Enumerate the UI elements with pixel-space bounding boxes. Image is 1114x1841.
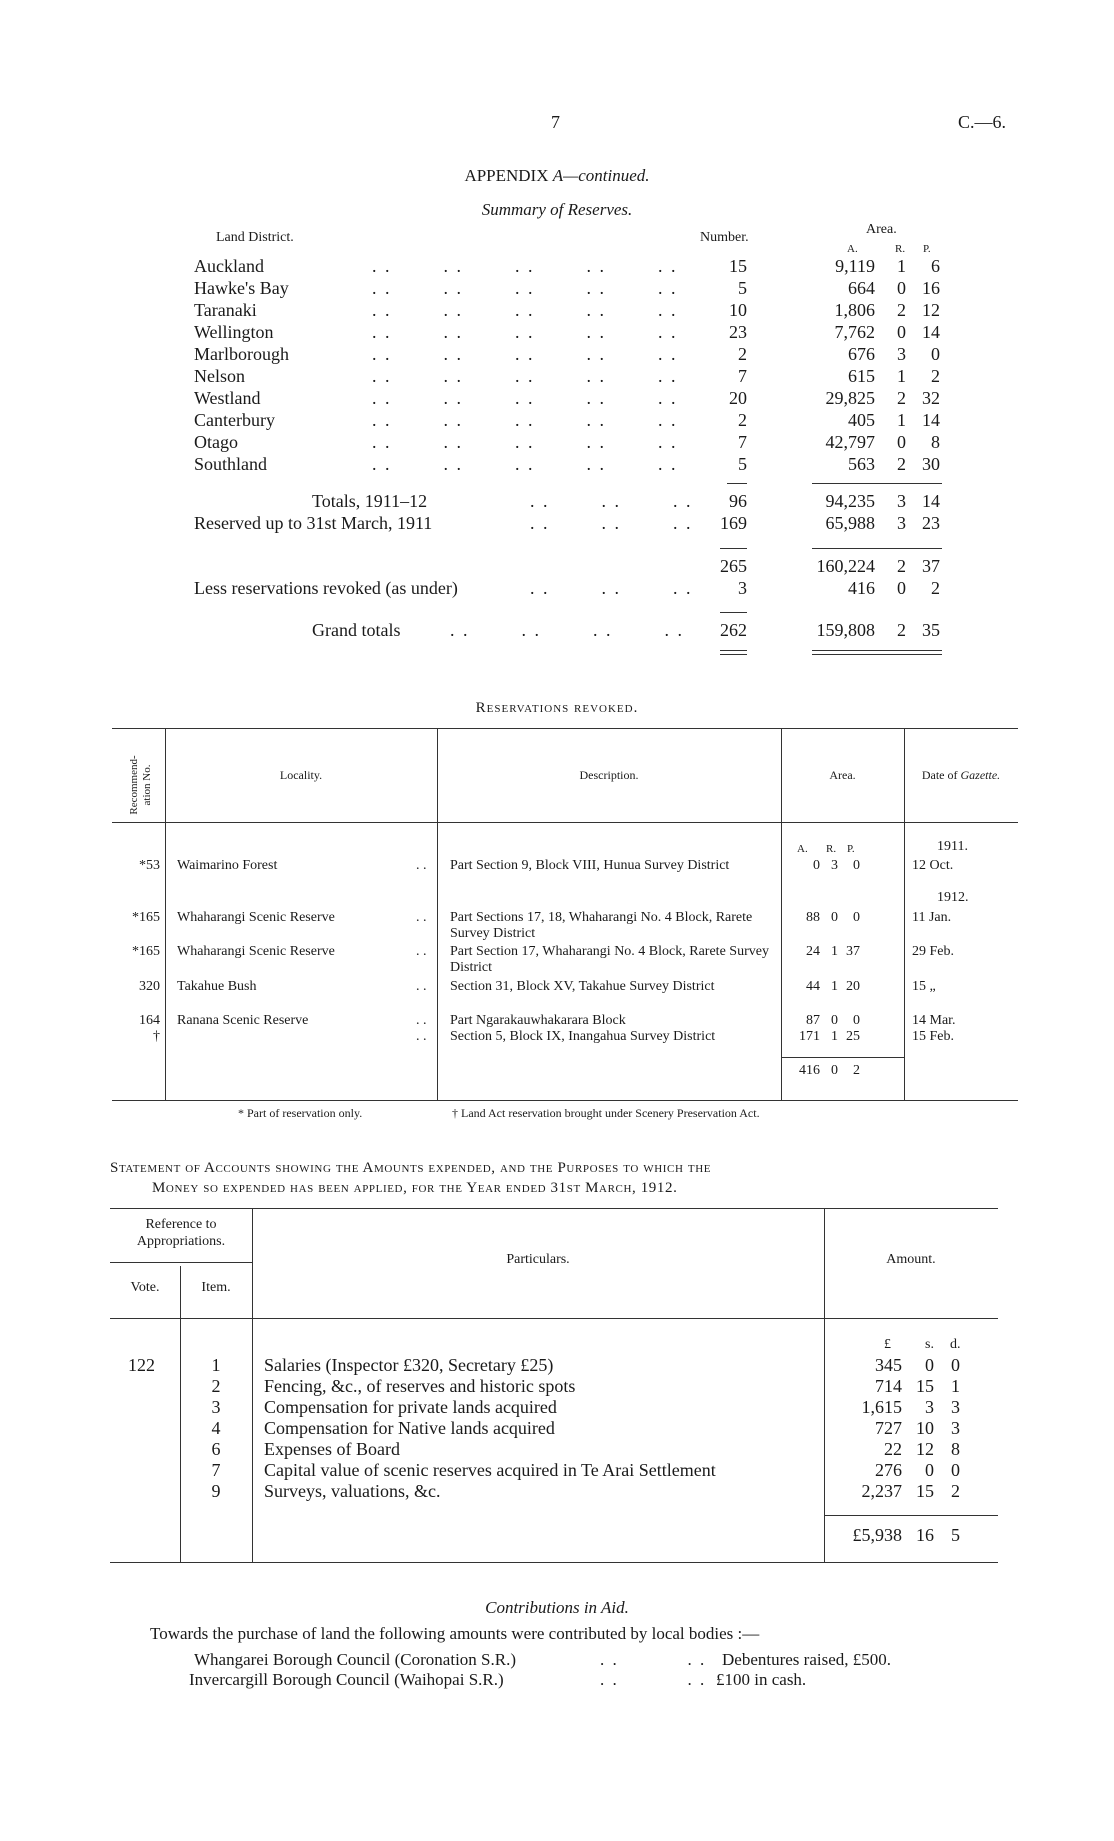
grand-r: 2 <box>897 620 906 640</box>
report-code: C.—6. <box>958 112 1007 132</box>
leader-dots: . . . . . . . . . . <box>372 322 678 342</box>
district-area-p: 2 <box>931 366 940 386</box>
rev-rec-no: † <box>153 1029 160 1044</box>
acc-col-particulars: Particulars. <box>506 1252 570 1267</box>
acc-amount-s: 0 <box>925 1355 934 1375</box>
leader-dots: . . <box>416 910 427 925</box>
district-area-a: 7,762 <box>834 322 875 342</box>
rev-area-r: 3 <box>831 858 838 873</box>
acc-item: 3 <box>211 1397 221 1417</box>
totals-p: 14 <box>922 491 940 511</box>
leader-dots: . . <box>416 858 427 873</box>
rev-locality: Waimarino Forest <box>177 858 278 873</box>
district-area-p: 14 <box>922 410 940 430</box>
rev-col-area: Area. <box>829 768 856 782</box>
rev-locality: Whaharangi Scenic Reserve <box>177 944 335 959</box>
contrib-amount-2: £100 in cash. <box>716 1670 807 1689</box>
acc-item: 2 <box>211 1376 221 1396</box>
reserved-a: 65,988 <box>825 513 875 533</box>
acc-amount-s: 0 <box>925 1460 934 1480</box>
district-name: Nelson <box>194 366 245 386</box>
acc-amount-l: 1,615 <box>861 1397 902 1417</box>
district-area-p: 6 <box>931 256 940 276</box>
district-area-p: 32 <box>922 388 940 408</box>
rev-date: 14 Mar. <box>912 1013 956 1028</box>
acc-col-ref: Reference to Appropriations. <box>136 1217 226 1249</box>
district-name: Auckland <box>194 256 264 276</box>
rev-area-p: 20 <box>846 979 860 994</box>
leader-dots: . . . . . . . . . . <box>372 388 678 408</box>
district-number: 10 <box>729 300 747 320</box>
acc-amount-s: 10 <box>916 1418 934 1438</box>
rev-description: Part Section 17, Whaharangi No. 4 Block, Rarete Survey District <box>450 944 769 975</box>
district-name: Canterbury <box>194 410 275 430</box>
less-r: 0 <box>897 578 906 598</box>
district-area-p: 8 <box>931 432 940 452</box>
leader-dots: . . . . . . . . . . <box>372 256 678 276</box>
leader-dots: . . . . . . . . . . <box>372 300 678 320</box>
rev-col-locality: Locality. <box>279 768 323 782</box>
rev-area-p: 0 <box>853 910 860 925</box>
totals-label: Totals, 1911–12 <box>312 491 428 511</box>
district-name: Marlborough <box>194 344 289 364</box>
acc-vote: 122 <box>128 1355 155 1375</box>
district-number: 20 <box>729 388 747 408</box>
district-area-a: 9,119 <box>835 256 875 276</box>
acc-particulars: Compensation for Native lands acquired <box>264 1418 555 1438</box>
acc-col-vote: Vote. <box>130 1280 160 1295</box>
rev-area-r: 0 <box>831 910 838 925</box>
rev-col-date: Date of Gazette. <box>921 768 1001 782</box>
acc-col-amount: Amount. <box>886 1252 936 1267</box>
district-area-a: 563 <box>848 454 875 474</box>
grand-p: 35 <box>922 620 940 640</box>
acc-amount-l: 22 <box>884 1439 902 1459</box>
district-area-r: 0 <box>897 278 906 298</box>
rev-date: 12 Oct. <box>912 858 954 873</box>
rev-area-p: 0 <box>853 1013 860 1028</box>
totals-number: 96 <box>729 491 747 511</box>
district-area-r: 2 <box>897 388 906 408</box>
subtotal-number: 265 <box>720 556 747 576</box>
less-p: 2 <box>931 578 940 598</box>
leader-dots: . . . . . . . . . . <box>372 410 678 430</box>
acc-particulars: Salaries (Inspector £320, Secretary £25) <box>264 1355 554 1375</box>
district-number: 23 <box>729 322 747 342</box>
acc-amount-l: 714 <box>875 1376 902 1396</box>
rev-area-r: 0 <box>831 1013 838 1028</box>
acc-total-l: £5,938 <box>852 1525 902 1545</box>
reserved-p: 23 <box>922 513 940 533</box>
summary-subtitle: Summary of Reserves. <box>481 200 633 219</box>
grand-number: 262 <box>720 620 747 640</box>
district-area-a: 676 <box>848 344 875 364</box>
rev-rec-no: *165 <box>132 944 160 959</box>
district-name: Otago <box>194 432 238 452</box>
contrib-body-1: Whangarei Borough Council (Coronation S.R.) <box>194 1650 517 1669</box>
rev-total-r: 0 <box>831 1063 838 1078</box>
district-area-p: 16 <box>922 278 940 298</box>
rev-year-1912: 1912. <box>937 890 969 905</box>
totals-r: 3 <box>897 491 906 511</box>
district-number: 7 <box>738 366 747 386</box>
rev-area-a: 0 <box>813 858 820 873</box>
rev-description: Part Section 9, Block VIII, Hunua Survey District <box>450 858 730 873</box>
subtotal-r: 2 <box>897 556 906 576</box>
acc-item: 6 <box>211 1439 221 1459</box>
acc-amount-d: 0 <box>951 1460 960 1480</box>
grand-a: 159,808 <box>816 620 875 640</box>
district-name: Westland <box>194 388 261 408</box>
acc-amount-s: 15 <box>916 1376 934 1396</box>
appendix-title: APPENDIX A—continued. <box>464 166 650 185</box>
district-area-p: 14 <box>922 322 940 342</box>
acc-item: 4 <box>211 1418 221 1438</box>
acc-total-s: 16 <box>916 1525 934 1545</box>
revoked-title: Reservations revoked. <box>475 700 639 716</box>
district-area-a: 1,806 <box>834 300 875 320</box>
less-label: Less reservations revoked (as under) <box>194 578 458 598</box>
district-area-r: 2 <box>897 454 906 474</box>
district-area-r: 2 <box>897 300 906 320</box>
rev-area-r: 1 <box>831 1029 838 1044</box>
district-area-p: 0 <box>931 344 940 364</box>
rev-col-description: Description. <box>579 768 639 782</box>
rev-description: Part Ngarakauwhakarara Block <box>450 1013 626 1028</box>
acc-amount-d: 3 <box>951 1418 960 1438</box>
footnote-star: * Part of reservation only. <box>238 1106 363 1120</box>
rev-area-a: 44 <box>806 979 820 994</box>
district-name: Taranaki <box>194 300 257 320</box>
less-number: 3 <box>738 578 747 598</box>
acc-amount-d: 3 <box>951 1397 960 1417</box>
acc-amount-s: 15 <box>916 1481 934 1501</box>
rev-area-a: 24 <box>806 944 820 959</box>
acc-item: 7 <box>211 1460 221 1480</box>
acc-amount-d: 0 <box>951 1355 960 1375</box>
less-a: 416 <box>848 578 875 598</box>
area-unit-a: A. <box>847 243 858 255</box>
rev-area-a: 87 <box>806 1013 820 1028</box>
acc-item: 1 <box>211 1355 221 1375</box>
col-land-district: Land District. <box>216 230 294 245</box>
district-number: 2 <box>738 410 747 430</box>
acc-col-item: Item. <box>201 1280 231 1295</box>
acc-particulars: Fencing, &c., of reserves and historic spots <box>264 1376 576 1396</box>
acc-item: 9 <box>211 1481 221 1501</box>
acc-particulars: Surveys, valuations, &c. <box>264 1481 441 1501</box>
rev-description: Section 31, Block XV, Takahue Survey District <box>450 979 715 994</box>
rev-area-a: 171 <box>799 1029 820 1044</box>
rev-rec-no: 320 <box>139 979 160 994</box>
district-area-r: 3 <box>897 344 906 364</box>
area-unit-p: P. <box>923 243 931 255</box>
leader-dots: . . . . . . . . . . <box>372 454 678 474</box>
district-area-r: 0 <box>897 432 906 452</box>
acc-amount-l: 276 <box>875 1460 902 1480</box>
rev-area-p: 0 <box>853 858 860 873</box>
leader-dots: . . . . . . . . . . <box>372 344 678 364</box>
leader-dots: . . <box>416 979 427 994</box>
contributions-intro: Towards the purchase of land the following amounts were contributed by local bodies :— <box>150 1624 760 1643</box>
rev-locality: Ranana Scenic Reserve <box>177 1013 309 1028</box>
district-number: 15 <box>729 256 747 276</box>
acc-particulars: Capital value of scenic reserves acquired in Te Arai Settlement <box>264 1460 716 1480</box>
district-area-a: 405 <box>848 410 875 430</box>
district-name: Southland <box>194 454 268 474</box>
rev-rec-no: *165 <box>132 910 160 925</box>
acc-particulars: Compensation for private lands acquired <box>264 1397 557 1417</box>
rev-rec-no: 164 <box>139 1013 160 1028</box>
rev-col-rec: Recommend-ation No. <box>128 755 153 815</box>
rev-date: 15 Feb. <box>912 1029 954 1044</box>
leader-dots: . . <box>416 1013 427 1028</box>
district-area-a: 29,825 <box>825 388 875 408</box>
district-area-r: 1 <box>897 366 906 386</box>
district-area-r: 1 <box>897 410 906 430</box>
district-name: Wellington <box>194 322 274 342</box>
reserved-number: 169 <box>720 513 747 533</box>
rev-area-p: 37 <box>846 944 860 959</box>
rev-description: Section 5, Block IX, Inangahua Survey District <box>450 1029 716 1044</box>
rev-area-a: 88 <box>806 910 820 925</box>
col-area: Area. <box>866 222 897 237</box>
rev-locality: Takahue Bush <box>177 979 257 994</box>
district-area-a: 615 <box>848 366 875 386</box>
rev-locality: Whaharangi Scenic Reserve <box>177 910 335 925</box>
district-area-p: 12 <box>922 300 940 320</box>
contributions-title: Contributions in Aid. <box>485 1598 629 1617</box>
col-number: Number. <box>700 230 749 245</box>
district-number: 2 <box>738 344 747 364</box>
district-area-r: 1 <box>897 256 906 276</box>
leader-dots: . . <box>416 1029 427 1044</box>
acc-amount-d: 1 <box>951 1376 960 1396</box>
contrib-amount-1: Debentures raised, £500. <box>722 1650 892 1669</box>
rev-date: 29 Feb. <box>912 944 954 959</box>
reserved-r: 3 <box>897 513 906 533</box>
area-unit-r: R. <box>895 243 906 255</box>
rev-total-p: 2 <box>853 1063 860 1078</box>
district-name: Hawke's Bay <box>194 278 289 298</box>
district-number: 5 <box>738 454 747 474</box>
rev-date: 11 Jan. <box>912 910 952 925</box>
accounts-title-2: Money so expended has been applied, for the Year ended 31st March, 1912. <box>152 1180 678 1196</box>
rev-area-p: 25 <box>846 1029 860 1044</box>
subtotal-p: 37 <box>922 556 940 576</box>
district-area-a: 42,797 <box>825 432 875 452</box>
acc-particulars: Expenses of Board <box>264 1439 400 1459</box>
accounts-title-1: Statement of Accounts showing the Amounts expended, and the Purposes to which the <box>110 1160 712 1176</box>
acc-amount-d: 2 <box>951 1481 960 1501</box>
district-number: 5 <box>738 278 747 298</box>
subtotal-a: 160,224 <box>816 556 875 576</box>
reserved-label: Reserved up to 31st March, 1911 <box>194 513 433 533</box>
acc-amount-s: 12 <box>916 1439 934 1459</box>
district-area-a: 664 <box>848 278 875 298</box>
leader-dots: . . . . . . . . . . <box>372 432 678 452</box>
rev-description: Part Sections 17, 18, Whaharangi No. 4 Block, Rarete Survey District <box>450 910 753 941</box>
leader-dots: . . . . . . . . . . <box>372 366 678 386</box>
rev-total-a: 416 <box>799 1063 820 1078</box>
acc-amount-l: 2,237 <box>861 1481 902 1501</box>
rev-area-r: 1 <box>831 979 838 994</box>
grand-label: Grand totals <box>312 620 401 640</box>
rev-rec-no: *53 <box>139 858 160 873</box>
acc-amount-d: 8 <box>951 1439 960 1459</box>
acc-amount-l: 727 <box>875 1418 902 1438</box>
district-number: 7 <box>738 432 747 452</box>
contrib-body-2: Invercargill Borough Council (Waihopai S.R.) <box>189 1670 504 1689</box>
acc-amount-l: 345 <box>875 1355 902 1375</box>
rev-date: 15 „ <box>912 979 936 994</box>
leader-dots: . . <box>416 944 427 959</box>
district-area-r: 0 <box>897 322 906 342</box>
acc-total-d: 5 <box>951 1525 960 1545</box>
page-number: 7 <box>551 112 560 132</box>
acc-amount-s: 3 <box>925 1397 934 1417</box>
leader-dots: . . . . . . . . . . <box>372 278 678 298</box>
footnote-dagger: † Land Act reservation brought under Scenery Preservation Act. <box>452 1106 760 1120</box>
rev-area-r: 1 <box>831 944 838 959</box>
district-area-p: 30 <box>922 454 940 474</box>
rev-year-1911: 1911. <box>937 839 968 854</box>
totals-a: 94,235 <box>825 491 875 511</box>
